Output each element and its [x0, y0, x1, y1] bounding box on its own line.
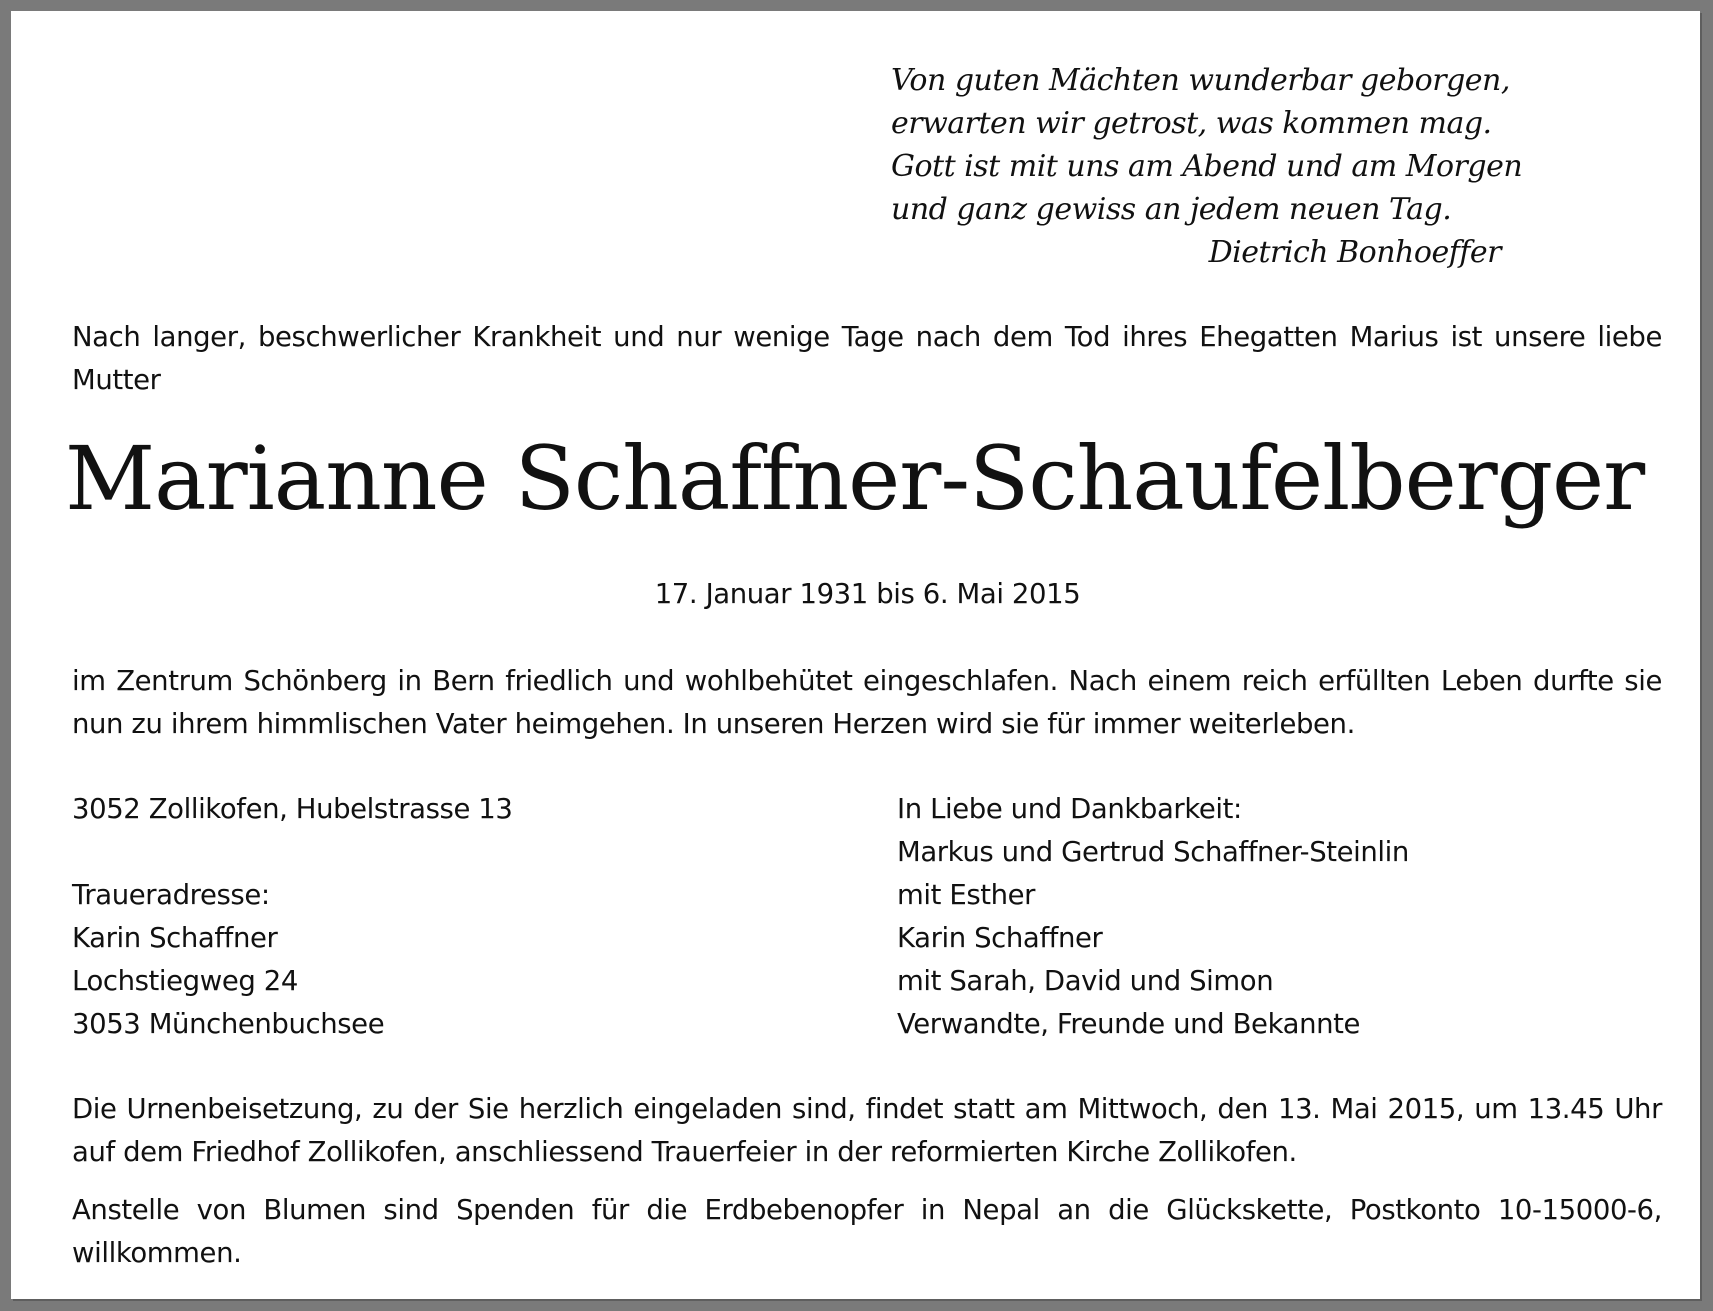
life-dates: 17. Januar 1931 bis 6. Mai 2015 — [654, 578, 1081, 610]
mourners-heading: In Liebe und Dankbarkeit: — [897, 793, 1242, 825]
home-address: 3052 Zollikofen, Hubelstrasse 13 — [72, 793, 513, 825]
deceased-name: Marianne Schaffner-Schaufelberger — [65, 427, 1645, 530]
mourning-address-label: Traueradresse: — [72, 879, 270, 911]
mourner-line: Karin Schaffner — [897, 922, 1103, 954]
mourning-address-line: Lochstiegweg 24 — [72, 965, 298, 997]
intro-text: Nach langer, beschwerlicher Krankheit und nur wenige Tage nach dem Tod ihres Ehegatten Marius ist unsere liebe Mutter — [72, 321, 1662, 396]
mourner-line: mit Sarah, David und Simon — [897, 965, 1274, 997]
quote-author: Dietrich Bonhoeffer — [1208, 235, 1501, 270]
mourning-address-line: Karin Schaffner — [72, 922, 278, 954]
mourner-line: mit Esther — [897, 879, 1036, 911]
passing-text: im Zentrum Schönberg in Bern friedlich und wohlbehütet eingeschlafen. Nach einem reich erfüllten Leben durfte sie nun zu ihrem himmlischen Vater heimgehen. In unseren Herzen wird sie für immer weiterleben. — [72, 665, 1662, 740]
donation-text: Anstelle von Blumen sind Spenden für die Erdbebenopfer in Nepal an die Glückskette, Postkonto 10-15000-6, willkommen. — [72, 1194, 1662, 1269]
quote-line: Gott ist mit uns am Abend und am Morgen — [891, 149, 1523, 184]
quote-line: erwarten wir getrost, was kommen mag. — [891, 106, 1492, 141]
ceremony-text: Die Urnenbeisetzung, zu der Sie herzlich eingeladen sind, findet statt am Mittwoch, den 13. Mai 2015, um 13.45 Uhr auf dem Friedhof Zollikofen, anschliessend Trauerfeier in der reformierten Kirche Zollikofen. — [72, 1093, 1662, 1168]
bonhoeffer-quote — [891, 59, 1522, 274]
quote-line: und ganz gewiss an jedem neuen Tag. — [891, 192, 1452, 227]
mourning-address-line: 3053 Münchenbuchsee — [72, 1008, 385, 1040]
mourner-line: Verwandte, Freunde und Bekannte — [897, 1008, 1361, 1040]
address-column — [72, 788, 513, 1046]
obituary-notice — [11, 11, 1700, 1299]
mourner-line: Markus und Gertrud Schaffner-Steinlin — [897, 836, 1409, 868]
quote-line: Von guten Mächten wunderbar geborgen, — [891, 63, 1510, 98]
mourners-column — [897, 788, 1409, 1046]
